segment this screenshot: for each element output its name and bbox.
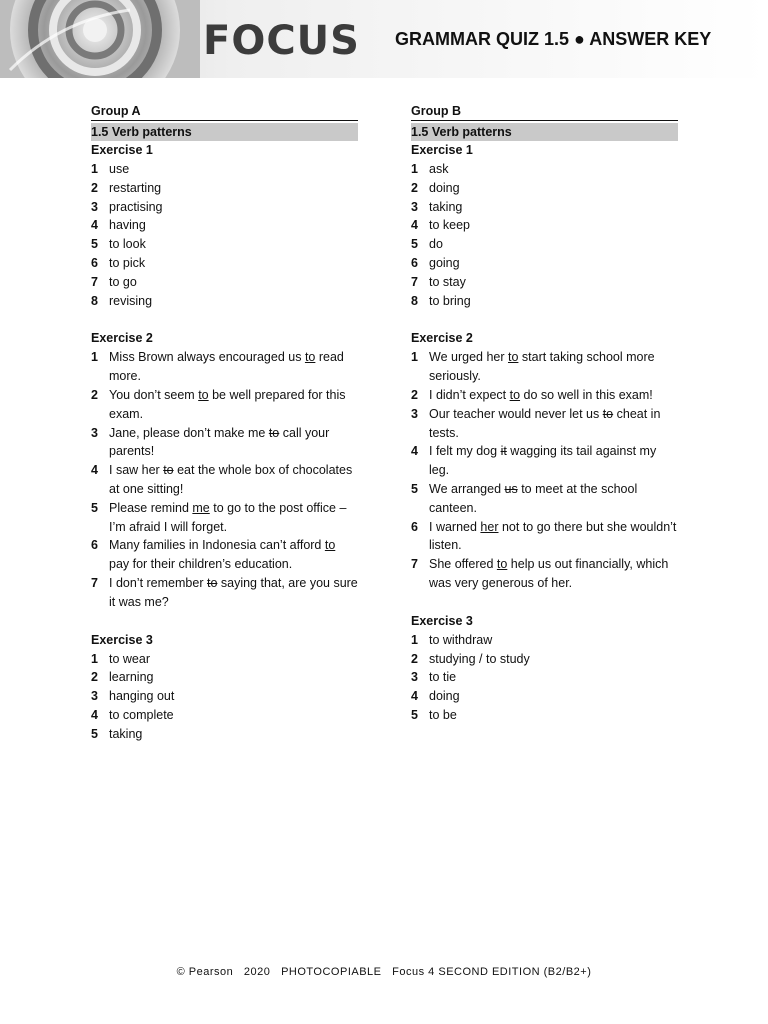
answer-text: doing xyxy=(429,689,460,704)
item-number: 5 xyxy=(91,237,98,252)
item-number: 8 xyxy=(411,293,418,308)
exercise-1-title: Exercise 1 xyxy=(91,143,153,157)
item-number: 7 xyxy=(91,575,98,590)
exercise-3-title: Exercise 3 xyxy=(91,632,153,647)
answer-text: She offered to help us out financially, which was very generous of her. xyxy=(429,557,669,590)
exercise-1-list xyxy=(411,160,678,310)
group-title: Group B xyxy=(411,102,678,121)
exercise-2-title: Exercise 2 xyxy=(91,331,153,346)
item-number: 6 xyxy=(91,538,98,553)
answer-item xyxy=(91,179,358,198)
answer-text: taking xyxy=(429,199,463,214)
item-number: 5 xyxy=(91,500,98,515)
item-number: 3 xyxy=(91,425,98,440)
item-number: 1 xyxy=(91,162,98,176)
item-number: 2 xyxy=(91,180,98,195)
answer-item xyxy=(411,668,678,687)
answer-item xyxy=(411,650,678,669)
item-number: 3 xyxy=(411,670,418,685)
answer-text: restarting xyxy=(109,180,162,195)
item-number: 4 xyxy=(411,444,418,459)
item-number: 4 xyxy=(411,689,418,704)
page-header xyxy=(0,0,768,78)
item-number: 1 xyxy=(91,350,98,365)
item-number: 5 xyxy=(91,726,98,741)
answer-item xyxy=(411,442,678,480)
section-title: 1.5 Verb patterns xyxy=(411,123,678,141)
item-number: 4 xyxy=(91,218,98,233)
item-number: 7 xyxy=(411,557,418,572)
answer-item xyxy=(411,216,678,235)
answer-text: use xyxy=(109,162,130,176)
answer-item xyxy=(411,273,678,292)
answer-item xyxy=(91,348,358,386)
exercise-1-title: Exercise 1 xyxy=(411,143,473,157)
answer-text: taking xyxy=(109,726,143,741)
exercise-3-list xyxy=(91,650,358,744)
answer-text: to pick xyxy=(109,255,146,270)
answer-text: to tie xyxy=(429,670,457,685)
answer-text: ask xyxy=(429,162,449,176)
answer-text: doing xyxy=(429,180,460,195)
answer-text: hanging out xyxy=(109,689,175,704)
answer-item xyxy=(411,179,678,198)
item-number: 3 xyxy=(91,689,98,704)
answer-item xyxy=(411,687,678,706)
answer-item xyxy=(411,518,678,556)
exercise-2-list xyxy=(411,348,678,592)
answer-item xyxy=(411,405,678,443)
item-number: 3 xyxy=(411,406,418,421)
exercise-3-title: Exercise 3 xyxy=(411,613,473,628)
answer-item xyxy=(411,555,678,593)
answer-text: Miss Brown always encouraged us to read more. xyxy=(109,350,344,384)
answer-item xyxy=(411,386,678,405)
answer-item xyxy=(411,706,678,725)
group-b-column xyxy=(411,102,678,725)
answer-item xyxy=(91,687,358,706)
answer-text: to go xyxy=(109,274,137,289)
answer-text: revising xyxy=(109,293,153,308)
section-title: 1.5 Verb patterns xyxy=(91,123,358,141)
item-number: 2 xyxy=(411,387,418,402)
item-number: 5 xyxy=(411,481,418,496)
item-number: 4 xyxy=(91,463,98,478)
group-a-column xyxy=(91,102,358,744)
answer-text: I felt my dog it wagging its tail against my leg. xyxy=(429,444,657,478)
answer-item xyxy=(91,725,358,744)
answer-text: Many families in Indonesia can’t afford to pay for their children’s education. xyxy=(109,538,336,572)
answer-item xyxy=(411,631,678,650)
document-title: GRAMMAR QUIZ 1.5 ● ANSWER KEY xyxy=(395,29,712,49)
item-number: 4 xyxy=(411,218,418,233)
answer-text: to stay xyxy=(429,274,466,289)
answer-item xyxy=(411,235,678,254)
answer-text: do xyxy=(429,237,443,252)
exercise-3-list xyxy=(411,631,678,725)
item-number: 6 xyxy=(411,255,418,270)
answer-text: to look xyxy=(109,237,146,252)
answer-text: We urged her to start taking school more seriously. xyxy=(429,350,655,384)
answer-text: learning xyxy=(109,670,154,685)
item-number: 6 xyxy=(411,519,418,534)
answer-text: having xyxy=(109,218,146,233)
page-footer: © Pearson 2020 PHOTOCOPIABLE Focus 4 SECOND EDITION (B2/B2+) xyxy=(176,966,592,978)
item-number: 1 xyxy=(411,632,418,647)
answer-item xyxy=(91,386,358,424)
answer-item xyxy=(91,424,358,462)
answer-item xyxy=(411,480,678,518)
item-number: 7 xyxy=(91,274,98,289)
answer-text: You don’t seem to be well prepared for this exam. xyxy=(109,387,346,421)
item-number: 1 xyxy=(411,162,418,176)
answer-text: to bring xyxy=(429,293,471,308)
item-number: 2 xyxy=(411,180,418,195)
answer-item xyxy=(91,574,358,612)
answer-item xyxy=(91,160,358,179)
answer-item xyxy=(411,292,678,311)
answer-item xyxy=(91,235,358,254)
answer-item xyxy=(411,198,678,217)
answer-item xyxy=(91,536,358,574)
answer-text: to be xyxy=(429,707,457,722)
item-number: 8 xyxy=(91,293,98,308)
item-number: 3 xyxy=(91,199,98,214)
answer-item xyxy=(91,292,358,311)
answer-text: Our teacher would never let us to cheat in tests. xyxy=(429,406,661,440)
answer-item xyxy=(91,216,358,235)
answer-text: to keep xyxy=(429,218,471,233)
brand-logo: FOCUS xyxy=(203,18,360,64)
answer-item xyxy=(91,198,358,217)
answer-text: Jane, please don’t make me to call your parents! xyxy=(109,425,330,459)
answer-item xyxy=(411,160,678,179)
answer-item xyxy=(91,706,358,725)
answer-text: I didn’t expect to do so well in this exam! xyxy=(429,387,653,402)
exercise-2-title: Exercise 2 xyxy=(411,331,473,346)
answer-item xyxy=(411,348,678,386)
item-number: 2 xyxy=(411,651,418,666)
item-number: 4 xyxy=(91,707,98,722)
item-number: 2 xyxy=(91,670,98,685)
answer-text: to withdraw xyxy=(429,632,493,647)
answer-text: studying / to study xyxy=(429,651,530,666)
answer-item xyxy=(91,461,358,499)
item-number: 5 xyxy=(411,237,418,252)
answer-text: I don’t remember to saying that, are you sure it was me? xyxy=(109,575,358,609)
answer-item xyxy=(91,668,358,687)
item-number: 1 xyxy=(411,350,418,365)
answer-text: I warned her not to go there but she wouldn’t listen. xyxy=(429,519,677,553)
answer-text: I saw her to eat the whole box of chocolates at one sitting! xyxy=(109,463,353,496)
focus-logo-swirl xyxy=(0,0,200,78)
answer-item xyxy=(91,273,358,292)
answer-item xyxy=(91,499,358,537)
answer-item xyxy=(411,254,678,273)
item-number: 6 xyxy=(91,255,98,270)
item-number: 1 xyxy=(91,651,98,666)
item-number: 7 xyxy=(411,274,418,289)
answer-text: practising xyxy=(109,199,163,214)
answer-text: to wear xyxy=(109,651,150,666)
item-number: 5 xyxy=(411,707,418,722)
answer-text: going xyxy=(429,255,460,270)
answer-text: to complete xyxy=(109,707,174,722)
answer-item xyxy=(91,650,358,669)
group-title: Group A xyxy=(91,102,358,121)
item-number: 2 xyxy=(91,387,98,402)
item-number: 3 xyxy=(411,199,418,214)
answer-text: We arranged us to meet at the school canteen. xyxy=(429,481,638,515)
exercise-2-list xyxy=(91,348,358,611)
exercise-1-list xyxy=(91,160,358,310)
answer-item xyxy=(91,254,358,273)
answer-text: Please remind me to go to the post office – I’m afraid I will forget. xyxy=(109,500,347,534)
